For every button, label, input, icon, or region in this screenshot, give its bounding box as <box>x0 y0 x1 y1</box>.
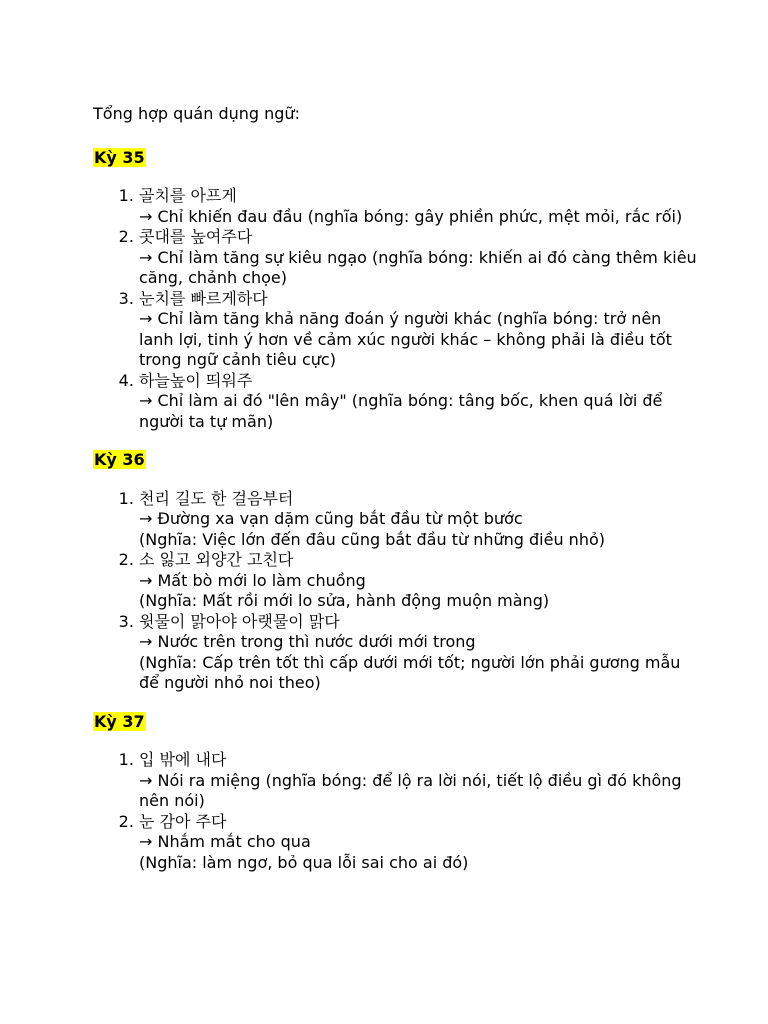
idiom-korean: 3. 윗물이 맑아야 아랫물이 맑다 <box>139 611 340 631</box>
idiom-meaning: → Nước trên trong thì nước dưới mới trong <box>139 632 476 651</box>
section-ky-35 <box>93 148 698 433</box>
idiom-meaning: → Mất bò mới lo làm chuồng <box>139 570 366 590</box>
section-ky-37 <box>93 712 698 874</box>
idiom-meaning: → Nhắm mắt cho qua <box>139 832 311 851</box>
section-heading <box>93 148 698 169</box>
idiom-meaning: → Chỉ làm ai đó "lên mây" (nghĩa bóng: tâng bốc, khen quá lời để người ta tự mãn) <box>139 391 663 431</box>
section-ky-36 <box>93 450 698 694</box>
idiom-note: (Nghĩa: làm ngơ, bỏ qua lỗi sai cho ai đó) <box>139 852 469 872</box>
list-item <box>139 186 698 227</box>
list-item <box>139 750 698 812</box>
section-heading <box>93 712 698 733</box>
idiom-meaning: → Nói ra miệng (nghĩa bóng: để lộ ra lời nói, tiết lộ điều gì đó không nên nói) <box>139 770 682 810</box>
idiom-korean: 4. 하늘높이 띄워주 <box>139 370 253 390</box>
list-item <box>139 550 698 612</box>
idiom-list <box>93 489 698 694</box>
list-item <box>139 371 698 433</box>
idiom-meaning: → Chỉ khiến đau đầu (nghĩa bóng: gây phiền phức, mệt mỏi, rắc rối) <box>139 206 683 226</box>
idiom-meaning: → Đường xa vạn dặm cũng bắt đầu từ một bước <box>139 509 523 528</box>
idiom-list <box>93 186 698 432</box>
idiom-korean: 1. 입 밖에 내다 <box>139 750 227 769</box>
section-heading <box>93 450 698 471</box>
idiom-meaning: → Chỉ làm tăng sự kiêu ngạo (nghĩa bóng: khiến ai đó càng thêm kiêu căng, chảnh chọe) <box>139 247 697 287</box>
section-heading-highlight: Kỳ 37 <box>94 711 145 731</box>
idiom-meaning: → Chỉ làm tăng khả năng đoán ý người khác (nghĩa bóng: trở nên lanh lợi, tinh ý hơn về cảm xúc người khác – không phải là điều tốt trong ngữ cảnh tiêu cực) <box>139 309 672 369</box>
list-item <box>139 812 698 874</box>
idiom-korean: 1. 골치를 아프게 <box>139 186 237 205</box>
idiom-korean: 2. 소 잃고 외양간 고친다 <box>139 550 294 569</box>
idiom-note: (Nghĩa: Cấp trên tốt thì cấp dưới mới tốt; người lớn phải gương mẫu để người nhỏ noi theo) <box>139 652 681 692</box>
idiom-korean: 2. 콧대를 높여주다 <box>139 227 253 246</box>
list-item <box>139 612 698 694</box>
list-item <box>139 289 698 371</box>
list-item <box>139 227 698 289</box>
idiom-list <box>93 750 698 873</box>
idiom-korean: 2. 눈 감아 주다 <box>139 811 227 831</box>
idiom-korean: 3. 눈치를 빠르게하다 <box>139 288 268 308</box>
list-item <box>139 489 698 551</box>
idiom-note: (Nghĩa: Việc lớn đến đâu cũng bắt đầu từ những điều nhỏ) <box>139 529 605 549</box>
section-heading-highlight: Kỳ 36 <box>94 450 145 469</box>
section-heading-highlight: Kỳ 35 <box>94 147 145 167</box>
document-title: Tổng hợp quán dụng ngữ: <box>93 104 300 123</box>
idiom-korean: 1. 천리 길도 한 걸음부터 <box>139 488 294 508</box>
idiom-note: (Nghĩa: Mất rồi mới lo sửa, hành động muộn màng) <box>139 591 550 610</box>
